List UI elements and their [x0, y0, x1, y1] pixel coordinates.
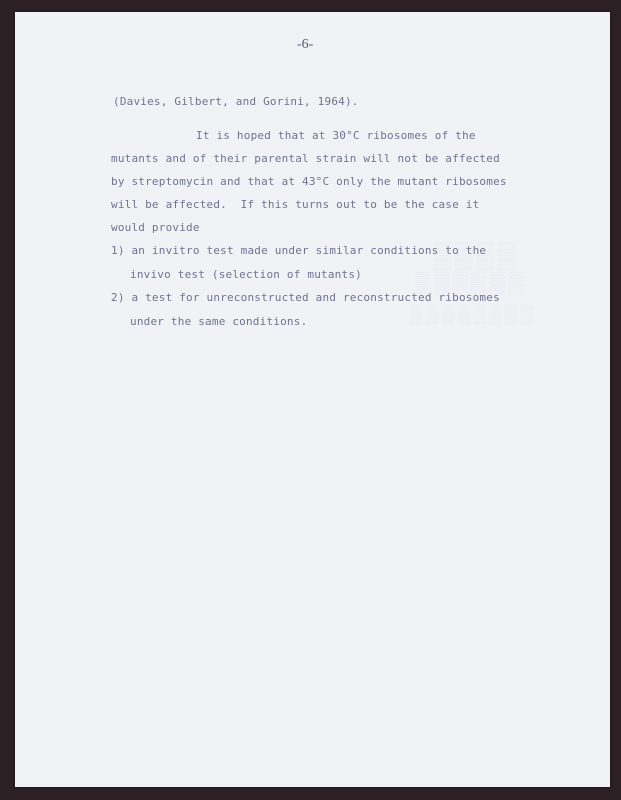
text-line: would provide: [111, 221, 200, 234]
text-line: mutants and of their parental strain will not be affected: [111, 152, 500, 165]
page-number: -6-: [297, 37, 314, 52]
bleed-through-mark: ▒▒▒▒: [433, 240, 519, 270]
text-line: 1) an invitro test made under similar conditions to the: [111, 244, 487, 257]
document-page: [15, 12, 610, 787]
text-line: under the same conditions.: [130, 315, 308, 328]
bleed-through-mark: ▒▒▒▒▒▒▒▒: [410, 304, 537, 324]
bleed-through-mark: ▒▒▒▒▒▒: [415, 270, 527, 295]
text-line: (Davies, Gilbert, and Gorini, 1964).: [113, 95, 359, 108]
text-line: will be affected. If this turns out to be the case it: [111, 198, 480, 211]
text-line: by streptomycin and that at 43°C only the mutant ribosomes: [111, 175, 507, 188]
text-line: It is hoped that at 30°C ribosomes of the: [196, 129, 476, 142]
text-line: 2) a test for unreconstructed and reconstructed ribosomes: [111, 291, 500, 304]
text-line: invivo test (selection of mutants): [130, 268, 362, 281]
